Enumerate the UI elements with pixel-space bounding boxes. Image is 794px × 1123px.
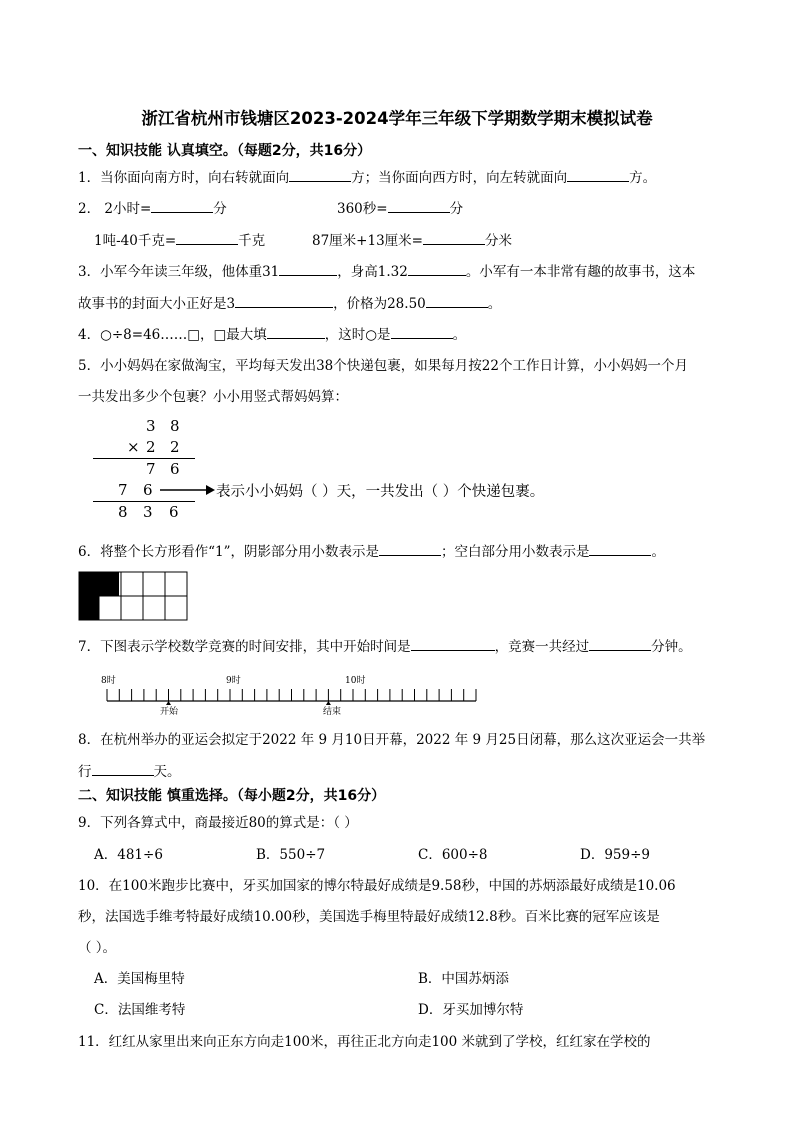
question-6 xyxy=(78,540,665,560)
calc-digit: 3 xyxy=(146,417,156,435)
q2-text-a: 2． 2小时= xyxy=(78,201,152,217)
q6-blank-2[interactable] xyxy=(589,541,651,556)
q9-option-b[interactable]: B．550÷7 xyxy=(256,847,326,863)
q2-blank-3[interactable] xyxy=(176,230,238,245)
q1-text-b: 方；当你面向西方时，向左转就面向 xyxy=(351,170,568,186)
timeline-label-8: 8时 xyxy=(101,676,116,686)
calc-digit: 6 xyxy=(143,481,153,499)
q8-text-c: 天。 xyxy=(153,764,181,780)
q9-option-c[interactable]: C．600÷8 xyxy=(418,847,488,863)
q10-option-b[interactable]: B．中国苏炳添 xyxy=(418,971,509,987)
q2-text-g: 87厘米+13厘米= xyxy=(312,233,423,249)
question-4 xyxy=(78,323,466,343)
section-heading-2: 二、知识技能 慎重选择。（每小题2分，共16分） xyxy=(78,788,386,804)
multiply-sign: × xyxy=(127,438,140,456)
q3-text-b: ，身高1.32 xyxy=(337,264,408,280)
q1-text-a: 1．当你面向南方时，向右转就面向 xyxy=(78,170,290,186)
q8-text-b: 行 xyxy=(78,764,92,780)
q3-blank-2[interactable] xyxy=(408,261,466,276)
calc-digit: 8 xyxy=(170,417,180,435)
q3-blank-1[interactable] xyxy=(279,261,337,276)
q4-text-c: 。 xyxy=(452,327,467,343)
q10-option-d[interactable]: D．牙买加博尔特 xyxy=(418,1002,524,1018)
calc-digit: 8 xyxy=(118,503,128,521)
calc-note: 表示小小妈妈（ ）天，一共发出（ ）个快递包裹。 xyxy=(216,484,545,500)
q7-text-c: 分钟。 xyxy=(651,639,692,655)
calc-digit: 6 xyxy=(170,460,180,478)
q2-text-c: 360秒= xyxy=(337,201,388,217)
q10-option-a[interactable]: A．美国梅里特 xyxy=(94,971,185,987)
calc-digit: 7 xyxy=(146,460,156,478)
q3-blank-4[interactable] xyxy=(426,293,488,308)
q9-option-a[interactable]: A．481÷6 xyxy=(94,847,163,863)
arrow-icon xyxy=(158,483,216,497)
question-2-line-2b xyxy=(312,229,512,249)
q4-text-b: ，这时○是 xyxy=(324,327,391,343)
question-3-line-1 xyxy=(78,260,695,280)
question-5-line-2: 一共发出多少个包裹？小小用竖式帮妈妈算： xyxy=(78,389,348,405)
q7-text-a: 7．下图表示学校数学竞赛的时间安排，其中开始时间是 xyxy=(78,639,411,655)
q2-blank-2[interactable] xyxy=(388,198,450,213)
q3-text-c: 。小军有一本非常有趣的故事书，这本 xyxy=(465,264,696,280)
calc-line-2 xyxy=(93,501,195,502)
question-5-line-1: 5．小小妈妈在家做淘宝，平均每天发出38个快递包裹，如果每月按22个工作日计算，小小妈妈一个月 xyxy=(78,358,688,374)
calc-digit: 3 xyxy=(143,503,153,521)
calc-digit: 6 xyxy=(169,503,179,521)
q2-blank-4[interactable] xyxy=(423,230,485,245)
q4-text-a: 4．○÷8=46……□，□最大填 xyxy=(78,327,267,343)
question-2-line-1b xyxy=(337,197,463,217)
q3-text-e: ，价格为28.50 xyxy=(333,296,426,312)
q2-text-d: 分 xyxy=(449,201,464,217)
q10-option-c[interactable]: C．法国维考特 xyxy=(94,1002,186,1018)
section-heading-1: 一、知识技能 认真填空。（每题2分，共16分） xyxy=(78,143,372,159)
calc-digit: 2 xyxy=(170,438,180,456)
timeline xyxy=(100,684,480,706)
q3-blank-3[interactable] xyxy=(235,293,333,308)
q4-blank-2[interactable] xyxy=(391,324,453,339)
q7-text-b: ，竞赛一共经过 xyxy=(494,639,590,655)
calc-digit: 2 xyxy=(146,438,156,456)
question-10-line-2: 秒，法国选手维考特最好成绩10.00秒，美国选手梅里特最好成绩12.8秒。百米比赛的冠军应该是 xyxy=(78,909,660,925)
question-10-line-3: （ ）。 xyxy=(78,940,117,956)
q2-text-b: 分 xyxy=(213,201,227,217)
q3-text-d: 故事书的封面大小正好是3 xyxy=(78,296,236,312)
q1-text-c: 方。 xyxy=(629,170,657,186)
q6-text-a: 6．将整个长方形看作“1”，阴影部分用小数表示是 xyxy=(78,544,379,560)
q7-blank-1[interactable] xyxy=(411,636,495,651)
q3-text-f: 。 xyxy=(487,296,502,312)
question-1 xyxy=(78,166,656,186)
question-3-line-2 xyxy=(78,292,501,312)
q2-text-e: 1吨-40千克= xyxy=(94,233,177,249)
rectangle-grid-diagram xyxy=(78,571,190,623)
question-8-line-1: 8．在杭州举办的亚运会拟定于2022 年 9 月10日开幕，2022 年 9 月25日闭幕，那么这次亚运会一共举 xyxy=(78,732,706,748)
question-9: 9．下列各算式中，商最接近80的算式是：（ ） xyxy=(78,815,358,831)
calc-line-1 xyxy=(93,458,195,459)
q9-option-d[interactable]: D．959÷9 xyxy=(580,847,650,863)
q7-blank-2[interactable] xyxy=(589,636,651,651)
timeline-label-9: 9时 xyxy=(226,676,241,686)
q2-text-f: 千克 xyxy=(238,233,266,249)
calc-digit: 7 xyxy=(118,481,128,499)
q2-text-h: 分米 xyxy=(484,233,512,249)
question-2-line-2 xyxy=(94,229,265,249)
q4-blank-1[interactable] xyxy=(267,324,325,339)
q2-blank-1[interactable] xyxy=(151,198,213,213)
page-title: 浙江省杭州市钱塘区2023-2024学年三年级下学期数学期末模拟试卷 xyxy=(141,109,653,128)
question-8-line-2 xyxy=(78,760,181,780)
timeline-label-end: 结束 xyxy=(323,707,342,717)
q3-text-a: 3．小军今年读三年级，他体重31 xyxy=(78,264,280,280)
question-10-line-1: 10．在100米跑步比赛中，牙买加国家的博尔特最好成绩是9.58秒，中国的苏炳添最好成绩是10.06 xyxy=(78,878,676,894)
q8-blank-1[interactable] xyxy=(92,761,154,776)
q6-text-c: 。 xyxy=(651,544,665,560)
q6-blank-1[interactable] xyxy=(379,541,441,556)
q1-blank-2[interactable] xyxy=(567,167,629,182)
timeline-label-10: 10时 xyxy=(345,676,366,686)
question-11: 11．红红从家里出来向正东方向走100米，再往正北方向走100 米就到了学校，红红家在学校的 xyxy=(78,1034,651,1050)
timeline-label-start: 开始 xyxy=(160,707,179,717)
question-2-line-1 xyxy=(78,197,227,217)
question-7 xyxy=(78,635,692,655)
q6-text-b: ；空白部分用小数表示是 xyxy=(440,544,590,560)
q1-blank-1[interactable] xyxy=(289,167,351,182)
